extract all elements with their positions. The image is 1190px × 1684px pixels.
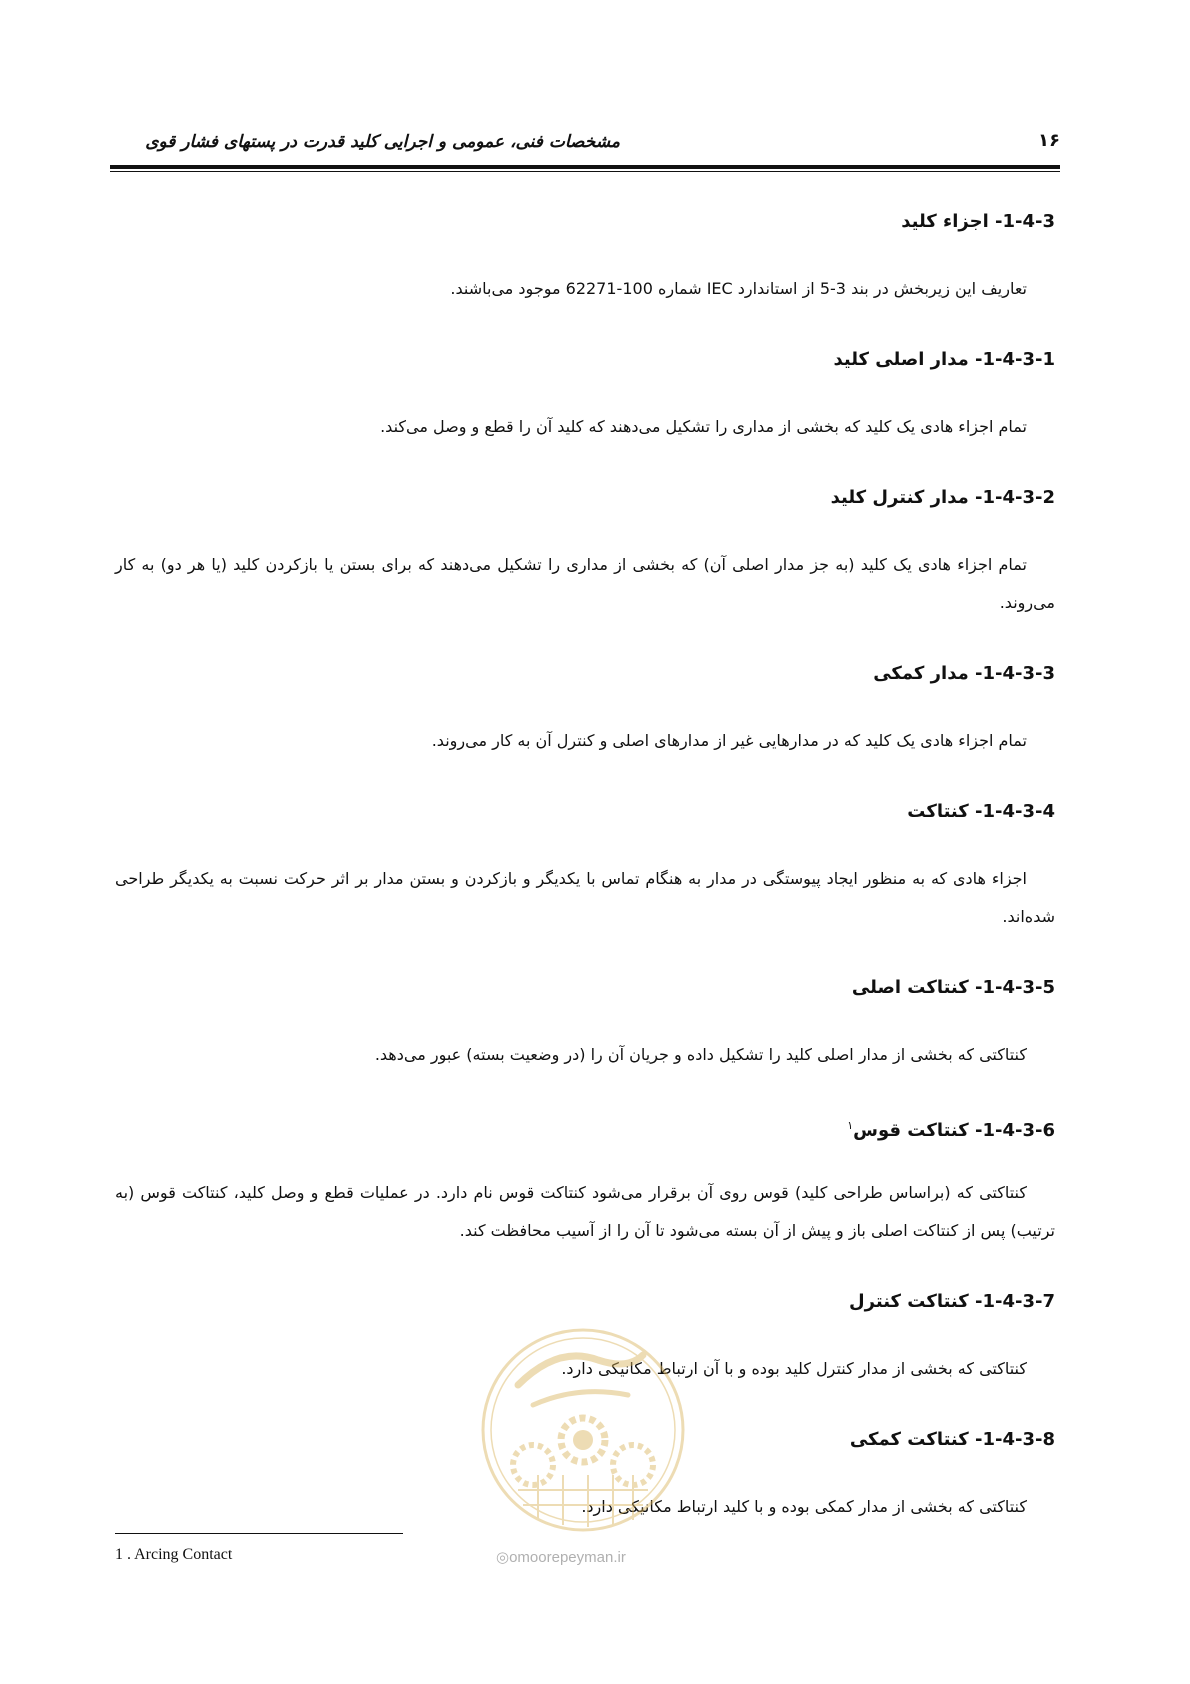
globe-icon: ◎ [496,1549,510,1566]
watermark-url: ◎omoorepeyman.ir [496,1549,626,1566]
section-paragraph: تعاریف این زیربخش در بند 3-5 از استاندارد IEC شماره 100-62271 موجود می‌باشند. [450,279,1027,298]
footnote-marker[interactable]: ۱ [847,1119,854,1132]
footnote-rule [115,1533,403,1534]
section-paragraph: تمام اجزاء هادی یک کلید که در مدارهایی غیر از مدارهای اصلی و کنترل آن به کار می‌روند. [431,731,1027,750]
section-heading: 1-4-3- اجزاء کلید [901,211,1055,232]
header-rule-thin [110,171,1060,172]
page-number: ۱۶ [1038,130,1060,151]
section-heading: 1-4-3-7- کنتاکت کنترل [849,1291,1055,1312]
section-paragraph: کنتاکتی که بخشی از مدار کنترل کلید بوده و با آن ارتباط مکانیکی دارد. [561,1359,1027,1378]
section-heading: 1-4-3-8- کنتاکت کمکی [849,1429,1055,1450]
section-paragraph: اجزاء هادی که به منظور ایجاد پیوستگی در مدار به هنگام تماس با یکدیگر و بازکردن و بستن مدار بر اثر حرکت نسبت به یکدیگر طراحی شده‌اند. [115,869,1055,926]
section-paragraph: کنتاکتی که (براساس طراحی کلید) قوس روی آن برقرار می‌شود کنتاکت قوس نام دارد. در عملیات قطع و وصل کلید، کنتاکت قوس (به ترتیب) پس از کنتاکت اصلی باز و پیش از آن بسته می‌شود تا آن را از آسیب محافظت کند. [115,1183,1055,1240]
section-paragraph: تمام اجزاء هادی یک کلید که بخشی از مداری را تشکیل می‌دهند که کلید آن را قطع و وصل می‌کند. [380,417,1027,436]
section-paragraph: تمام اجزاء هادی یک کلید (به جز مدار اصلی آن) که بخشی از مداری را تشکیل می‌دهند که برای بستن یا بازکردن کلید (یا هر دو) به کار می‌روند. [115,555,1055,612]
page-header [110,128,1060,164]
section-heading: 1-4-3-2- مدار کنترل کلید [830,487,1055,508]
watermark-logo-icon [478,1325,688,1535]
section-paragraph: کنتاکتی که بخشی از مدار اصلی کلید را تشکیل داده و جریان آن را (در وضعیت بسته) عبور می‌دهد. [374,1045,1027,1064]
section-paragraph: کنتاکتی که بخشی از مدار کمکی بوده و با کلید ارتباط مکانیکی دارد. [581,1497,1027,1516]
section-heading: 1-4-3-1- مدار اصلی کلید [833,349,1055,370]
section-heading: 1-4-3-3- مدار کمکی [873,663,1055,684]
section-heading: 1-4-3-6- کنتاکت قوس$^۱$ [847,1119,1055,1141]
header-title: مشخصات فنی، عمومی و اجرایی کلید قدرت در پستهای فشار قوی [145,132,620,152]
footnote: 1 . Arcing Contact [115,1546,233,1563]
section-heading: 1-4-3-5- کنتاکت اصلی [851,977,1055,998]
section-heading: 1-4-3-4- کنتاکت [907,801,1055,822]
header-rule-thick [110,165,1060,169]
